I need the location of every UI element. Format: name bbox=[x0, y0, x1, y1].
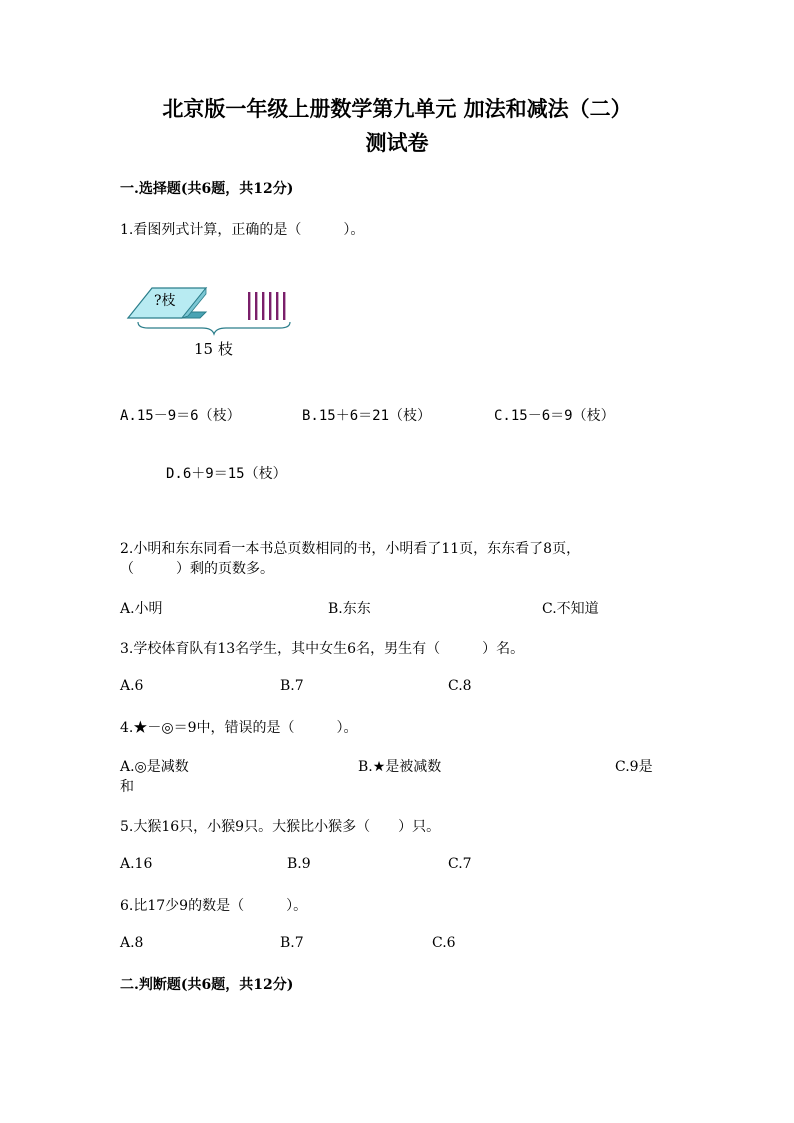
stick-1 bbox=[248, 292, 250, 320]
q2-option-a[interactable]: A.小明 bbox=[120, 601, 163, 617]
page-subtitle: 测试卷 bbox=[365, 130, 429, 155]
total-label: 15 枝 bbox=[194, 340, 233, 358]
q6-option-b[interactable]: B.7 bbox=[280, 935, 304, 951]
question-2-stem-line2: （ ）剩的页数多。 bbox=[120, 561, 274, 577]
q2-option-c[interactable]: C.不知道 bbox=[542, 601, 599, 617]
q4-option-c-continued: 和 bbox=[120, 779, 134, 795]
q2-option-b[interactable]: B.东东 bbox=[328, 601, 371, 617]
brace-shape bbox=[138, 322, 290, 334]
stick-2 bbox=[255, 292, 257, 320]
question-5-stem: 5.大猴16只，小猴9只。大猴比小猴多（ ）只。 bbox=[120, 819, 441, 835]
q3-option-c[interactable]: C.8 bbox=[448, 678, 472, 694]
book-label: ?枝 bbox=[154, 293, 176, 309]
sticks-group bbox=[248, 292, 285, 320]
q1-option-d[interactable]: D.6＋9＝15（枝） bbox=[166, 466, 287, 482]
q1-option-a[interactable]: A.15－9＝6（枝） bbox=[120, 408, 241, 424]
stick-5 bbox=[276, 292, 278, 320]
q6-option-a[interactable]: A.8 bbox=[120, 935, 144, 951]
section-heading-choice: 一.选择题(共6题，共12分) bbox=[120, 181, 294, 197]
q6-option-c[interactable]: C.6 bbox=[432, 935, 456, 951]
page-title: 北京版一年级上册数学第九单元 加法和减法（二） bbox=[162, 96, 632, 121]
q1-option-c[interactable]: C.15－6＝9（枝） bbox=[494, 408, 615, 424]
book-and-sticks-diagram bbox=[124, 282, 304, 362]
question-1-stem: 1.看图列式计算，正确的是（ ）。 bbox=[120, 222, 365, 238]
q4-option-b[interactable]: B.★是被减数 bbox=[358, 759, 442, 775]
stick-3 bbox=[262, 292, 264, 320]
q5-option-a[interactable]: A.16 bbox=[120, 856, 153, 872]
question-2-stem-line1: 2.小明和东东同看一本书总页数相同的书，小明看了11页，东东看了8页， bbox=[120, 541, 581, 557]
question-4-stem: 4.★－◎＝9中，错误的是（ ）。 bbox=[120, 720, 358, 736]
q3-option-a[interactable]: A.6 bbox=[120, 678, 144, 694]
q1-option-b[interactable]: B.15＋6＝21（枝） bbox=[302, 408, 432, 424]
section-heading-judgement: 二.判断题(共6题，共12分) bbox=[120, 977, 294, 993]
q4-option-c[interactable]: C.9是 bbox=[615, 759, 653, 775]
q3-option-b[interactable]: B.7 bbox=[280, 678, 304, 694]
question-3-stem: 3.学校体育队有13名学生，其中女生6名，男生有（ ）名。 bbox=[120, 641, 525, 657]
stick-6 bbox=[283, 292, 285, 320]
q5-option-b[interactable]: B.9 bbox=[287, 856, 311, 872]
q5-option-c[interactable]: C.7 bbox=[448, 856, 472, 872]
question-1-figure bbox=[124, 282, 304, 366]
q4-option-a[interactable]: A.◎是减数 bbox=[120, 759, 189, 775]
question-6-stem: 6.比17少9的数是（ ）。 bbox=[120, 898, 308, 914]
stick-4 bbox=[269, 292, 271, 320]
